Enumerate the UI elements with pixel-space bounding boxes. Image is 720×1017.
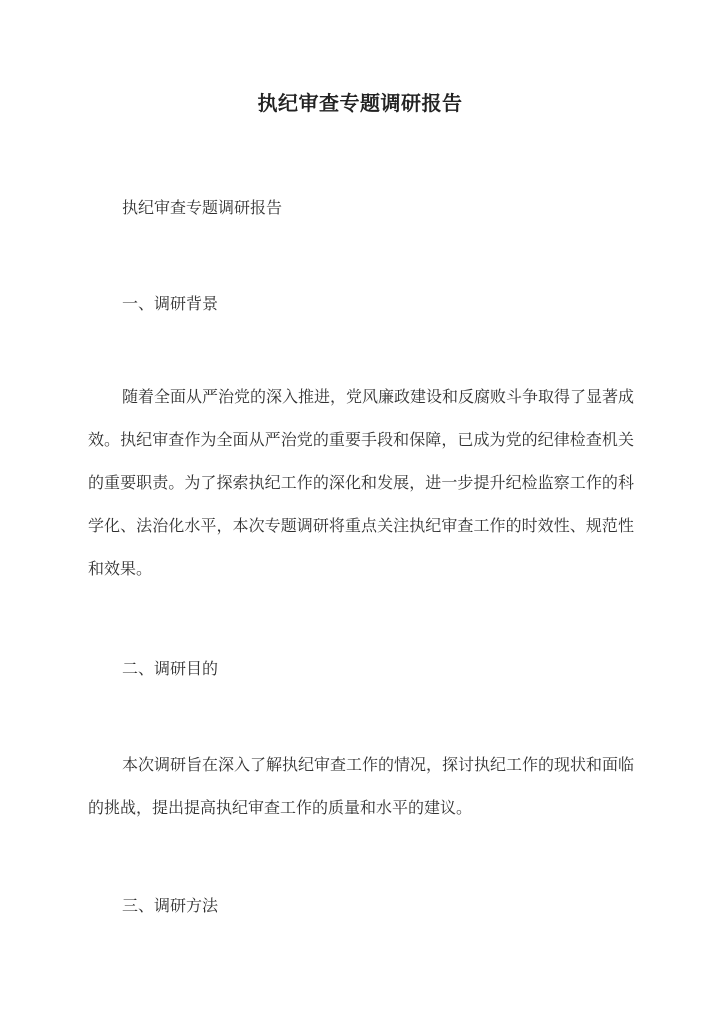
- section-paragraph-purpose: 本次调研旨在深入了解执纪审查工作的情况，探讨执纪工作的现状和面临的挑战，提出提高执纪审查工作的质量和水平的建议。: [88, 755, 635, 817]
- document-subtitle: 执纪审查专题调研报告: [122, 198, 283, 217]
- section-paragraph-background: 随着全面从严治党的深入推进，党风廉政建设和反腐败斗争取得了显著成效。执纪审查作为全面从严治党的重要手段和保障，已成为党的纪律检查机关的重要职责。为了探索执纪工作的深化和发展，进一步提升纪检监察工作的科学化、法治化水平，本次专题调研将重点关注执纪审查工作的时效性、规范性和效果。: [88, 387, 635, 578]
- section-heading-purpose: 二、调研目的: [122, 659, 219, 678]
- document-title: 执纪审查专题调研报告: [257, 91, 463, 115]
- section-heading-method: 三、调研方法: [122, 896, 219, 915]
- section-heading-background: 一、调研背景: [122, 294, 219, 313]
